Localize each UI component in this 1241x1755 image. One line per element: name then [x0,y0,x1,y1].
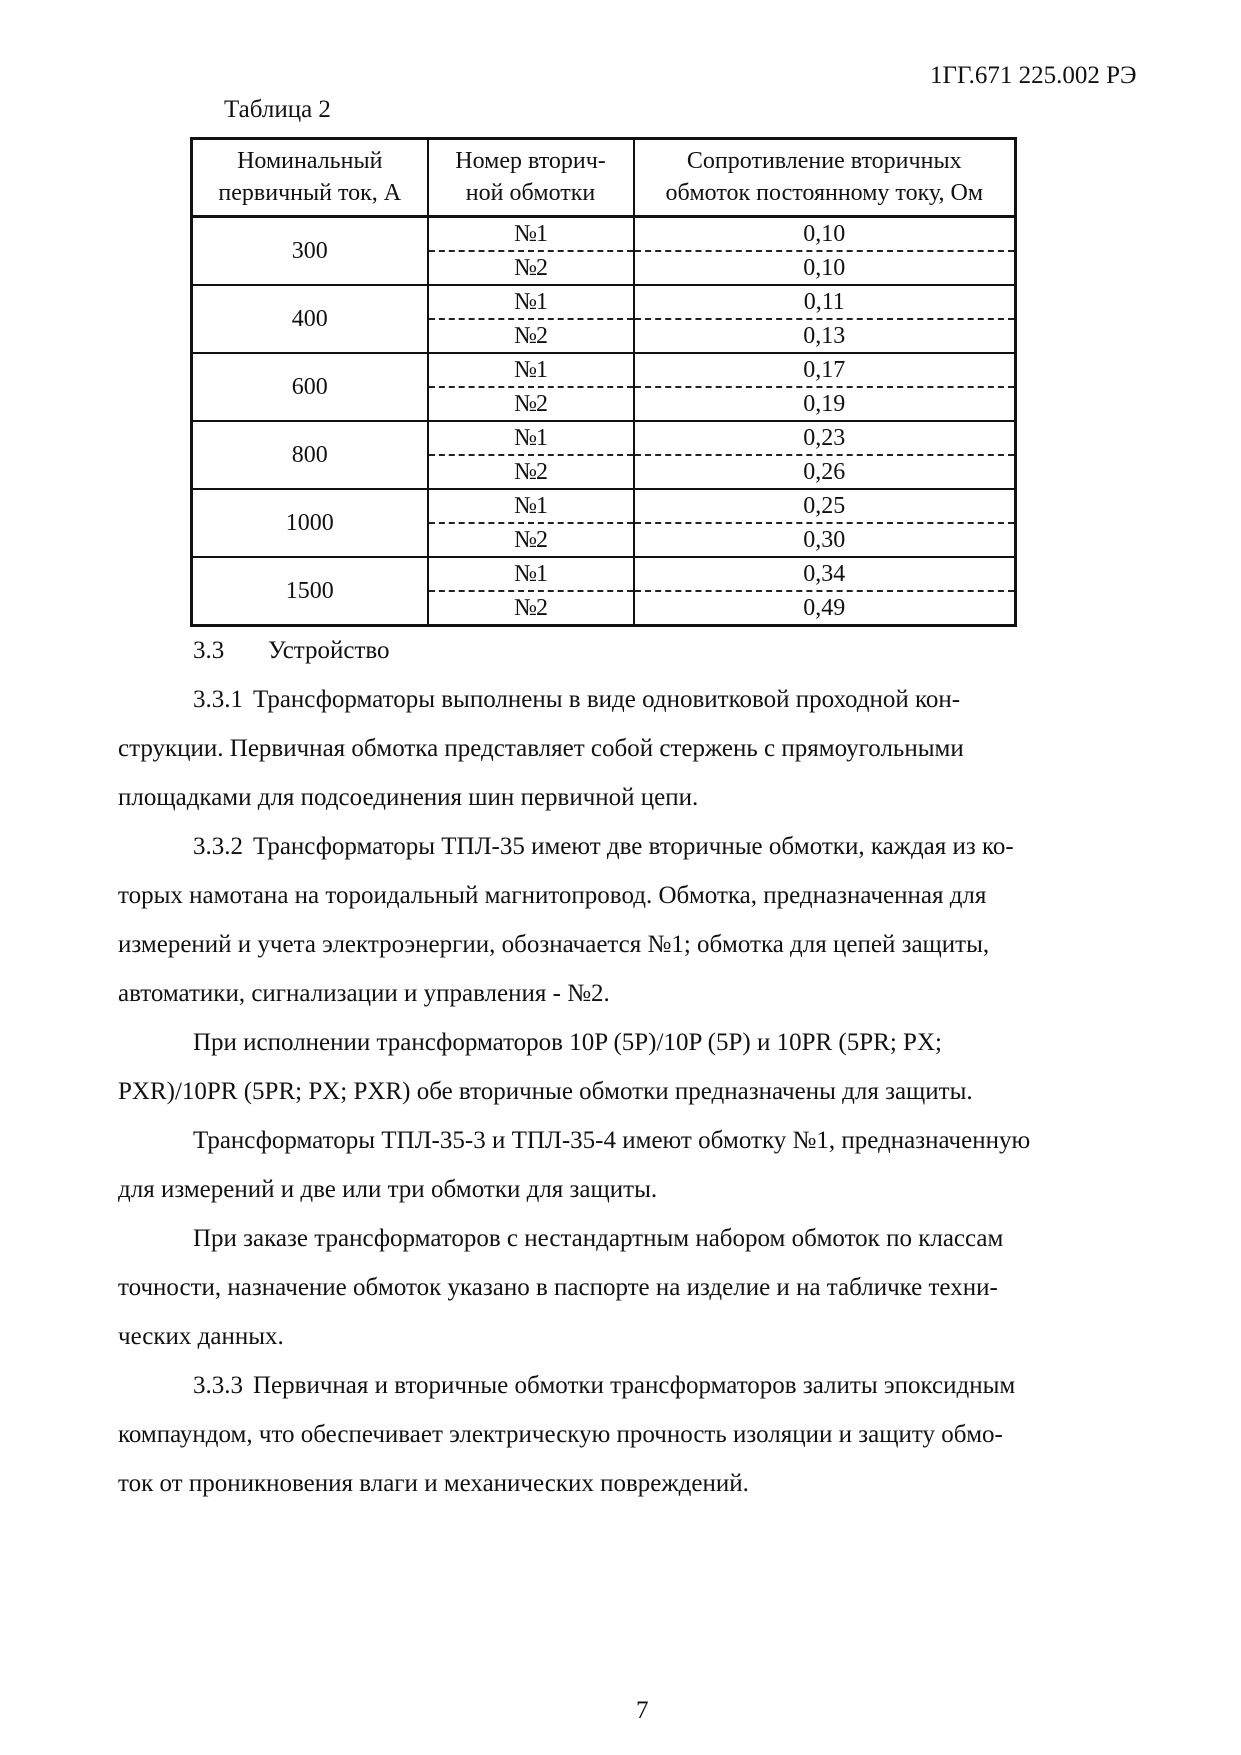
paragraph-number: 3.3.3 [193,1372,243,1399]
paragraph [118,1116,1178,1214]
winding-number-cell: №2 [428,591,634,626]
header-winding-number: Номер вторич- ной обмотки [428,139,634,217]
resistance-cell: 0,34 [634,557,1016,591]
primary-current-cell: 400 [192,285,428,353]
line-text: ток от проникновения влаги и механических повреждений. [118,1470,749,1497]
table-row [192,285,1016,319]
resistance-cell: 0,17 [634,353,1016,387]
table-row [192,489,1016,523]
line-text: Трансформаторы ТПЛ-35-3 и ТПЛ-35-4 имеют обмотку №1, предназначенную [193,1127,1031,1154]
paragraph-number: 3.3.2 [193,833,243,860]
line-text: Трансформаторы выполнены в виде одновитковой проходной кон- [253,686,961,713]
body-text [118,626,1178,1508]
text-line [118,1165,1178,1214]
resistance-cell: 0,26 [634,455,1016,489]
line-text: При заказе трансформаторов с нестандартным набором обмоток по классам [193,1225,1004,1252]
line-text: струкции. Первичная обмотка представляет собой стержень с прямоугольными [118,735,964,762]
resistance-cell: 0,30 [634,523,1016,557]
section-number: 3.3 [193,637,225,664]
primary-current-cell: 1000 [192,489,428,557]
line-text: PXR)/10PR (5PR; PX; PXR) обе вторичные обмотки предназначены для защиты. [118,1078,973,1105]
paragraph [118,675,1178,822]
text-line [118,969,1178,1018]
paragraph [118,822,1178,1018]
text-line [118,1361,1178,1410]
winding-number-cell: №2 [428,523,634,557]
line-text: точности, назначение обмоток указано в паспорте на изделие и на табличке техни- [118,1274,998,1301]
resistance-cell: 0,19 [634,387,1016,421]
table-caption: Таблица 2 [224,96,331,123]
table-body [192,217,1016,626]
primary-current-cell: 800 [192,421,428,489]
resistance-cell: 0,10 [634,217,1016,252]
winding-number-cell: №1 [428,285,634,319]
primary-current-cell: 300 [192,217,428,286]
paragraph [118,1018,1178,1116]
paragraph [118,1361,1178,1508]
text-line [118,1116,1178,1165]
winding-number-cell: №2 [428,251,634,285]
section-heading [118,626,1178,675]
text-line [118,871,1178,920]
text-line [118,1263,1178,1312]
text-line [118,675,1178,724]
line-text: ческих данных. [118,1323,284,1350]
resistance-cell: 0,25 [634,489,1016,523]
winding-number-cell: №1 [428,421,634,455]
line-text: При исполнении трансформаторов 10P (5P)/10P (5P) и 10PR (5PR; PX; [193,1029,942,1056]
text-line [118,1312,1178,1361]
table-row [192,557,1016,591]
table-row [192,353,1016,387]
line-text: Трансформаторы ТПЛ-35 имеют две вторичные обмотки, каждая из ко- [253,833,1014,860]
header-primary-current: Номинальный первичный ток, А [192,139,428,217]
text-line [118,822,1178,871]
table-row [192,217,1016,252]
winding-number-cell: №1 [428,557,634,591]
resistance-cell: 0,23 [634,421,1016,455]
line-text: измерений и учета электроэнергии, обозначается №1; обмотка для цепей защиты, [118,931,990,958]
line-text: площадками для подсоединения шин первичной цепи. [118,784,699,811]
text-line [118,1410,1178,1459]
text-line [118,724,1178,773]
text-line [118,1018,1178,1067]
resistance-cell: 0,49 [634,591,1016,626]
text-line [118,920,1178,969]
resistance-cell: 0,11 [634,285,1016,319]
text-line [118,1459,1178,1508]
text-line [118,1067,1178,1116]
paragraph [118,1214,1178,1361]
winding-number-cell: №2 [428,387,634,421]
header-resistance: Сопротивление вторичных обмоток постоянному току, Ом [634,139,1016,217]
winding-number-cell: №1 [428,489,634,523]
winding-number-cell: №2 [428,319,634,353]
resistance-table [190,137,1017,627]
line-text: компаундом, что обеспечивает электрическую прочность изоляции и защиту обмо- [118,1421,1003,1448]
paragraph-number: 3.3.1 [193,686,243,713]
primary-current-cell: 600 [192,353,428,421]
resistance-cell: 0,13 [634,319,1016,353]
winding-number-cell: №1 [428,217,634,252]
primary-current-cell: 1500 [192,557,428,626]
section-title: Устройство [268,637,390,664]
table-header-row [192,139,1016,217]
line-text: для измерений и две или три обмотки для защиты. [118,1176,658,1203]
winding-number-cell: №1 [428,353,634,387]
document-code: 1ГГ.671 225.002 РЭ [930,62,1137,89]
line-text: Первичная и вторичные обмотки трансформаторов залиты эпоксидным [253,1372,1016,1399]
text-line [118,1214,1178,1263]
line-text: торых намотана на тороидальный магнитопровод. Обмотка, предназначенная для [118,882,987,909]
text-line [118,773,1178,822]
winding-number-cell: №2 [428,455,634,489]
page-number: 7 [636,1697,649,1724]
resistance-cell: 0,10 [634,251,1016,285]
table-row [192,421,1016,455]
line-text: автоматики, сигнализации и управления - №2. [118,980,610,1007]
paragraphs [118,675,1178,1508]
